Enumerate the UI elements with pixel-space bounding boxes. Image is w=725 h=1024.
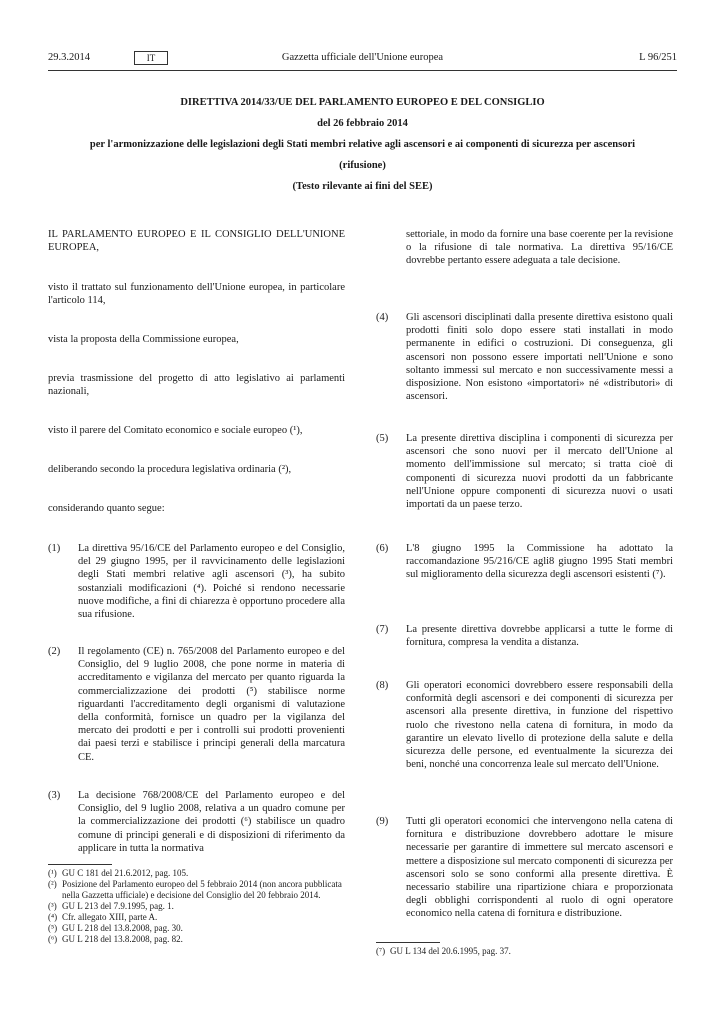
footnote-text: Posizione del Parlamento europeo del 5 febbraio 2014 (non ancora pubblicata nella Gazzetta ufficiale) e decisione del Consiglio del 20 febbraio 2014. <box>62 879 342 900</box>
citation-procedure: deliberando secondo la procedura legislativa ordinaria (²), <box>48 464 292 475</box>
recital-text: La decisione 768/2008/CE del Parlamento europeo e del Consiglio, del 9 luglio 2008, relativa a un quadro comune per la commercializzazione dei prodotti (⁶) stabilisce un quadro comune di principi generali e di disposizioni di riferimento da applicare in tutta la normativa <box>78 790 345 854</box>
preamble-intro: IL PARLAMENTO EUROPEO E IL CONSIGLIO DELL'UNIONE EUROPEA, <box>48 229 345 254</box>
recital-text: La presente direttiva dovrebbe applicarsi a tutte le forme di fornitura, compresa la vendita a distanza. <box>406 624 673 649</box>
recital-9 <box>376 815 673 921</box>
recital-5 <box>376 432 673 511</box>
publication-date: 29.3.2014 <box>48 52 90 63</box>
recital-number: (9) <box>376 816 389 827</box>
footnote-mark: (⁵) <box>48 923 58 933</box>
recital-1 <box>48 542 345 621</box>
citation-committee-opinion: visto il parere del Comitato economico e sociale europeo (¹), <box>48 425 303 436</box>
citation-treaty: visto il trattato sul funzionamento dell'Unione europea, in particolare l'articolo 114, <box>48 282 345 307</box>
recital-text: L'8 giugno 1995 la Commissione ha adottato la raccomandazione 95/216/CE agli8 giugno 1995 Stati membri sul miglioramento della sicurezza degli ascensori esistenti (⁷). <box>406 543 673 581</box>
footnote-mark: (⁶) <box>48 934 58 944</box>
footnote-mark: (⁷) <box>376 946 386 956</box>
recital-number: (5) <box>376 433 389 444</box>
recital-7 <box>376 623 673 649</box>
footnote-1 <box>48 868 345 879</box>
title-subject: per l'armonizzazione delle legislazioni degli Stati membri relative agli ascensori e ai componenti di sicurezza per ascensori <box>89 139 636 150</box>
recital-text: La presente direttiva disciplina i componenti di sicurezza per ascensori che sono nuovi per il mercato dell'Unione al momento dell'immissione sul mercato; si tratta cioè di componenti di sicurezza nuovi prodotti da un fabbricante nell'Unione oppure componenti di sicurezza nuovi o usati importati da un paese terzo. <box>406 433 673 511</box>
footnote-text: GU C 181 del 21.6.2012, pag. 105. <box>62 868 189 878</box>
recital-text: Tutti gli operatori economici che intervengono nella catena di fornitura e distribuzione dovrebbero adottare le misure necessarie per garantire di immettere sul mercato ascensori e mettere a disposizione sul mercato componenti di sicurezza per ascensori solo se sono conformi alla presente direttiva. È necessario stabilire una ripartizione chiara e proporzionata degli obblighi corrispondenti al ruolo di ogni operatore economico nella catena di fornitura e distribuzione. <box>406 816 673 920</box>
footnote-text: GU L 218 del 13.8.2008, pag. 30. <box>62 923 183 933</box>
footnote-6 <box>48 934 345 945</box>
footnote-7 <box>376 946 673 957</box>
title-eea-relevance: (Testo rilevante ai fini del SEE) <box>292 181 433 192</box>
document-title <box>48 96 677 193</box>
citation-proposal: vista la proposta della Commissione europea, <box>48 334 239 345</box>
recital-number: (1) <box>48 543 61 554</box>
recital-text: Gli ascensori disciplinati dalla presente direttiva esistono quali prodotti finiti solo dopo essere stati installati in modo permanente in edifici o costruzioni. Di conseguenza, gli ascensori non possono essere importati nell'Unione e sono soltanto immessi sul mercato e non successivamente messi a disposizione. Non esistono «importatori» né «distributori» di ascensori. <box>406 312 673 403</box>
journal-name: Gazzetta ufficiale dell'Unione europea <box>281 52 444 63</box>
recital-number: (2) <box>48 646 61 657</box>
footnote-text: GU L 134 del 20.6.1995, pag. 37. <box>390 946 511 956</box>
recital-3 <box>48 789 345 855</box>
language-code-box: IT <box>134 51 168 65</box>
footnote-3 <box>48 901 345 912</box>
footnote-text: Cfr. allegato XIII, parte A. <box>62 912 158 922</box>
footnotes-right <box>376 946 673 957</box>
page-number: L 96/251 <box>639 52 677 63</box>
recital-3-continuation <box>376 228 673 268</box>
footnote-4 <box>48 912 345 923</box>
recital-number: (8) <box>376 680 389 691</box>
footnote-5 <box>48 923 345 934</box>
recital-text: Il regolamento (CE) n. 765/2008 del Parlamento europeo e del Consiglio, del 9 luglio 2008, che pone norme in materia di accreditamento e vigilanza del mercato per quanto riguarda la commercializzazione dei prodotti (⁵) stabilisce norme riguardanti l'accreditamento degli organismi di valutazione della conformità, fornisce un quadro per la vigilanza del mercato dei prodotti e per i controlli sui prodotti provenienti dai paesi terzi e stabilisce i principi generali della marcatura CE. <box>78 646 345 763</box>
recital-8 <box>376 679 673 771</box>
footnote-mark: (³) <box>48 901 57 911</box>
recital-6 <box>376 542 673 582</box>
footnote-rule-left <box>48 864 112 865</box>
footnote-text: GU L 213 del 7.9.1995, pag. 1. <box>62 901 174 911</box>
recital-number: (6) <box>376 543 389 554</box>
recital-number: (4) <box>376 312 389 323</box>
footnote-mark: (¹) <box>48 868 57 878</box>
footnote-mark: (²) <box>48 879 57 889</box>
recital-number: (7) <box>376 624 389 635</box>
recital-2 <box>48 645 345 764</box>
title-date: del 26 febbraio 2014 <box>317 118 408 129</box>
header-rule <box>48 70 677 71</box>
footnote-mark: (⁴) <box>48 912 58 922</box>
recital-text: settoriale, in modo da fornire una base coerente per la revisione o la rifusione di tale normativa. La direttiva 95/16/CE dovrebbe pertanto essere adeguata a tale decisione. <box>406 229 673 267</box>
title-recast: (rifusione) <box>339 160 386 171</box>
footnote-text: GU L 218 del 13.8.2008, pag. 82. <box>62 934 183 944</box>
recital-number: (3) <box>48 790 61 801</box>
considering-intro: considerando quanto segue: <box>48 503 165 514</box>
footnotes-left <box>48 868 345 945</box>
title-directive: DIRETTIVA 2014/33/UE DEL PARLAMENTO EUROPEO E DEL CONSIGLIO <box>180 97 545 108</box>
page-header <box>48 52 677 68</box>
recital-text: La direttiva 95/16/CE del Parlamento europeo e del Consiglio, del 29 giugno 1995, per il ravvicinamento delle legislazioni degli Stati membri relative agli ascensori (³), ha subito sostanziali modificazioni (⁴). Poiché si rendono necessarie nuove modifiche, a fini di chiarezza è opportuno procedere alla sua rifusione. <box>78 543 345 621</box>
recital-text: Gli operatori economici dovrebbero essere responsabili della conformità degli ascensori e dei componenti di sicurezza per ascensori alla presente direttiva, in funzione del rispettivo ruolo che rivestono nella catena di fornitura, in modo da garantire un elevato livello di protezione della salute e della sicurezza delle persone, ed eventualmente la sicurezza dei beni, nonché una concorrenza leale sul mercato dell'Unione. <box>406 680 673 771</box>
citation-transmission: previa trasmissione del progetto di atto legislativo ai parlamenti nazionali, <box>48 373 345 398</box>
footnote-2 <box>48 879 345 901</box>
recital-4 <box>376 311 673 403</box>
footnote-rule-right <box>376 942 440 943</box>
